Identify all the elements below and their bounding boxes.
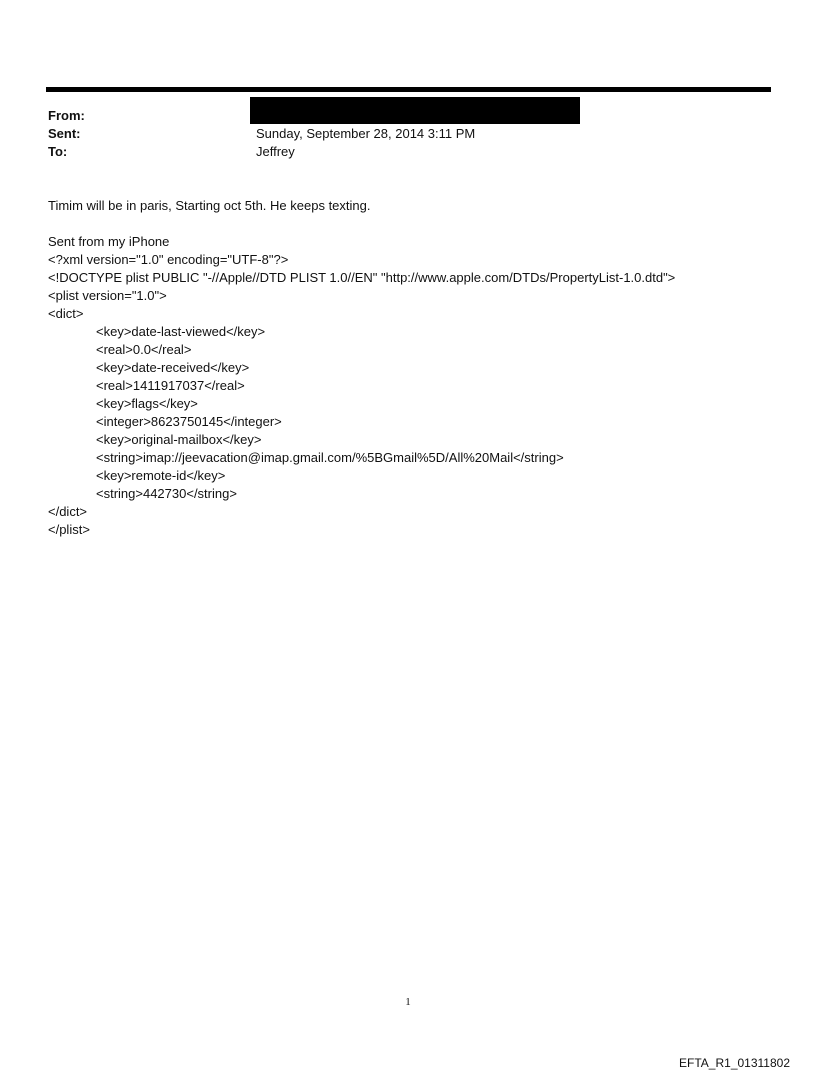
plist-entry: <key>date-last-viewed</key> xyxy=(96,324,266,339)
plist-entry: <key>remote-id</key> xyxy=(96,468,226,483)
plist-entry: <key>flags</key> xyxy=(96,396,198,411)
header-rule xyxy=(46,87,771,92)
plist-close-tag: </plist> xyxy=(48,522,90,537)
plist-entry: <real>0.0</real> xyxy=(96,342,192,357)
from-label: From: xyxy=(48,108,85,123)
xml-declaration: <?xml version="1.0" encoding="UTF-8"?> xyxy=(48,252,289,267)
plist-open-tag: <plist version="1.0"> xyxy=(48,288,167,303)
sent-label: Sent: xyxy=(48,126,81,141)
sent-row xyxy=(48,125,748,143)
plist-entry: <real>1411917037</real> xyxy=(96,378,245,393)
message-body: Timim will be in paris, Starting oct 5th. He keeps texting. xyxy=(48,198,371,213)
redaction-block xyxy=(250,97,580,124)
to-label: To: xyxy=(48,144,68,159)
dict-close-tag: </dict> xyxy=(48,504,88,519)
to-row xyxy=(48,143,748,161)
plist-entry: <integer>8623750145</integer> xyxy=(96,414,282,429)
to-value: Jeffrey xyxy=(256,144,295,159)
doctype-line: <!DOCTYPE plist PUBLIC "-//Apple//DTD PLIST 1.0//EN" "http://www.apple.com/DTDs/PropertyList-1.0.dtd"> xyxy=(48,270,676,285)
message-signature: Sent from my iPhone xyxy=(48,234,170,249)
bates-number: EFTA_R1_01311802 xyxy=(679,1056,790,1070)
dict-open-tag: <dict> xyxy=(48,306,84,321)
sent-value: Sunday, September 28, 2014 3:11 PM xyxy=(256,126,476,141)
plist-entry: <string>442730</string> xyxy=(96,486,237,501)
page-number: 1 xyxy=(405,996,411,1008)
plist-entry: <key>original-mailbox</key> xyxy=(96,432,262,447)
plist-entry: <string>imap://jeevacation@imap.gmail.com/%5BGmail%5D/All%20Mail</string> xyxy=(96,450,564,465)
plist-entry: <key>date-received</key> xyxy=(96,360,250,375)
